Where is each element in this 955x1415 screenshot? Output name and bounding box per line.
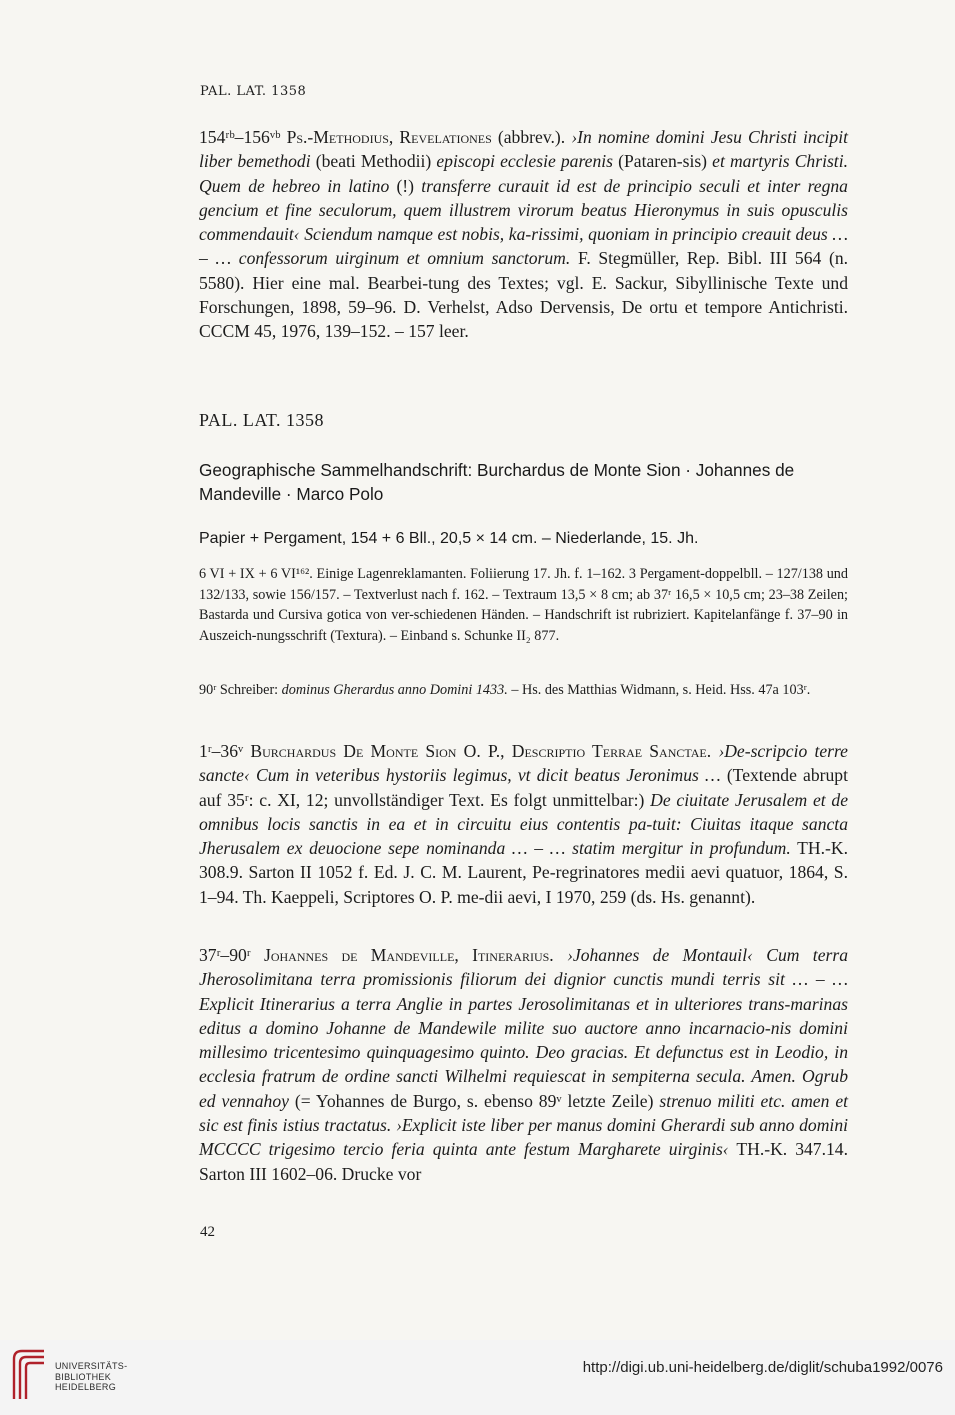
entry-author-title: Burchardus De Monte Sion O. P., Descriptio Terrae Sanctae. (250, 741, 712, 761)
folio-range: 154ʳᵇ–156ᵛᵇ (199, 127, 281, 147)
library-name-line: UNIVERSITÄTS- (55, 1361, 128, 1371)
folio-range: 37ʳ–90ʳ (199, 945, 251, 965)
permalink-url[interactable]: http://digi.ub.uni-heidelberg.de/diglit/schuba1992/0076 (582, 1359, 943, 1376)
explicit-text: De ciuitate Jerusalem et de omnibus locis sanctis in ea et in circuitu eius contentis pa-tuit: Ciuitas itaque sancta Jherusalem ex deuocione sepe nominanda … – … statim mergitur in profundum. (199, 789, 849, 859)
scribe-note (199, 680, 848, 701)
codicology-text: 6 VI + IX + 6 VI¹⁶². Einige Lagenreklamanten. Foliierung 17. Jh. f. 1–162. 3 Pergament-doppelbll. – 127/138 und 132/133, sowie 156/157. – Textverlust nach f. 162. – Textraum 13,5 × 8 cm; ab 37ʳ 16,5 × 10,5 cm; 23–38 Zeilen; Bastarda und Cursiva gotica von ver-schiedenen Händen. – Handschrift ist rubriziert. Kapitelanfänge f. 37–90 in Auszeich-nungsschrift (Textura). – Einband s. Schunke II₂ 877. (199, 566, 848, 644)
shelfmark-heading: PAL. LAT. 1358 (199, 410, 325, 430)
entry-author-title: Ps.-Methodius, Revelationes (286, 127, 492, 147)
incipit-text: ›Johannes de Montauil‹ Cum terra Jherosolimitana terra promissionis filiorum dei dignior cunctis mundi terris sit … – … Explicit Itinerarius a terra Anglie in partes Jerosolimitanas et in ulteriores trans-marinas editus a domino Johanne de Mandewile milite suo auctore anno incarnacio-nis domini millesimo tricentesimo quinquagesimo quinto. Deo gracias. Et defunctus est in Leodio, in ecclesia fratrum de ordine sancti Wilhelmi requiescat in sempiterna secula. Amen. Ogrub ed vennahoy (199, 945, 848, 1111)
incipit-text: et martyris Christi. Quem de hebreo in latino (199, 151, 848, 196)
incipit-text: transferre curauit id est de principio seculi et inter regna gencium et fine seculorum, quem illustrem virorum beatus Hieronymus in suis opusculis commendauit‹ Sciendum namque est nobis, ka-rissimi, quoniam in principio creauit deus … – … confessorum uirginum et omnium sanctorum. (199, 175, 848, 269)
incipit-text: ›De-scripcio terre sancte‹ Cum in veteribus hystoriis legimus, vt dicit beatus Jeronimus … (199, 741, 848, 786)
library-name-line: BIBLIOTHEK (55, 1371, 112, 1382)
colophon-text: strenuo militi etc. amen et sic est finis istius tractatus. ›Explicit iste liber per manus domini Gherardi sub anno domini MCCCC trigesimo tercio feria quinta ante festum Margharete uirginis‹ (199, 1090, 849, 1160)
folio-range: 1ʳ–36ᵛ (199, 741, 244, 761)
editorial-note: (Pataren-sis) (618, 151, 708, 172)
library-name-line: HEIDELBERG (55, 1382, 117, 1392)
references: TH.-K. 347.14. Sarton III 1602–06. Drucke vor (199, 1139, 848, 1184)
entry-note: (abbrev.). (497, 127, 566, 147)
entry-mandeville (199, 943, 848, 1186)
editorial-note: (Textende abrupt auf 35ʳ: c. XI, 12; unvollständiger Text. Es folgt unmittelbar:) (199, 765, 848, 810)
references: F. Stegmüller, Rep. Bibl. III 564 (n. 5580). Hier eine mal. Bearbei-tung des Textes; vgl. E. Sackur, Sibyllinische Texte und Forschungen, 1898, 59–96. D. Verhelst, Adso Dervensis, De ortu et tempore Antichristi. CCCM 45, 1976, 139–152. – 157 leer. (199, 248, 849, 342)
editorial-note: (beati Methodii) (315, 151, 432, 172)
entry-author-title: Johannes de Mandeville, Itinerarius. (263, 945, 554, 965)
entry-ps-methodius (199, 125, 848, 344)
references: TH.-K. 308.9. Sarton II 1052 f. Ed. J. C. M. Laurent, Pe-regrinatores medii aevi quatuor, 1864, S. 1–94. Th. Kaeppeli, Scriptores O. P. me-dii aevi, I 1970, 259 (ds. Hs. genannt). (199, 838, 848, 907)
incipit-text: episcopi ecclesie parenis (436, 151, 614, 172)
library-logo-icon (8, 1345, 48, 1403)
incipit-text: ›In nomine domini Jesu Christi incipit liber bemethodi (199, 127, 848, 172)
scribe-rest: – Hs. des Matthias Widmann, s. Heid. Hss. 47a 103ʳ. (511, 682, 811, 698)
scribe-quote: dominus Gherardus anno Domini 1433. (281, 682, 508, 698)
page-number: 42 (200, 1224, 215, 1240)
scribe-prefix: 90ʳ Schreiber: (199, 682, 279, 698)
codicology-note (199, 564, 848, 646)
viewer-footer (0, 1340, 955, 1415)
editorial-note: (= Yohannes de Burgo, s. ebenso 89ᵛ letzte Zeile) (294, 1090, 654, 1111)
running-head: PAL. LAT. 1358 (200, 84, 307, 99)
entry-burchardus (199, 739, 848, 909)
manuscript-title: Geographische Sammelhandschrift: Burchardus de Monte Sion · Johannes de Mandeville · Marco Polo (199, 460, 795, 504)
physical-description: Papier + Pergament, 154 + 6 Bll., 20,5 × 14 cm. – Niederlande, 15. Jh. (199, 530, 699, 547)
library-name (55, 1361, 127, 1393)
editorial-note: (!) (396, 175, 415, 196)
